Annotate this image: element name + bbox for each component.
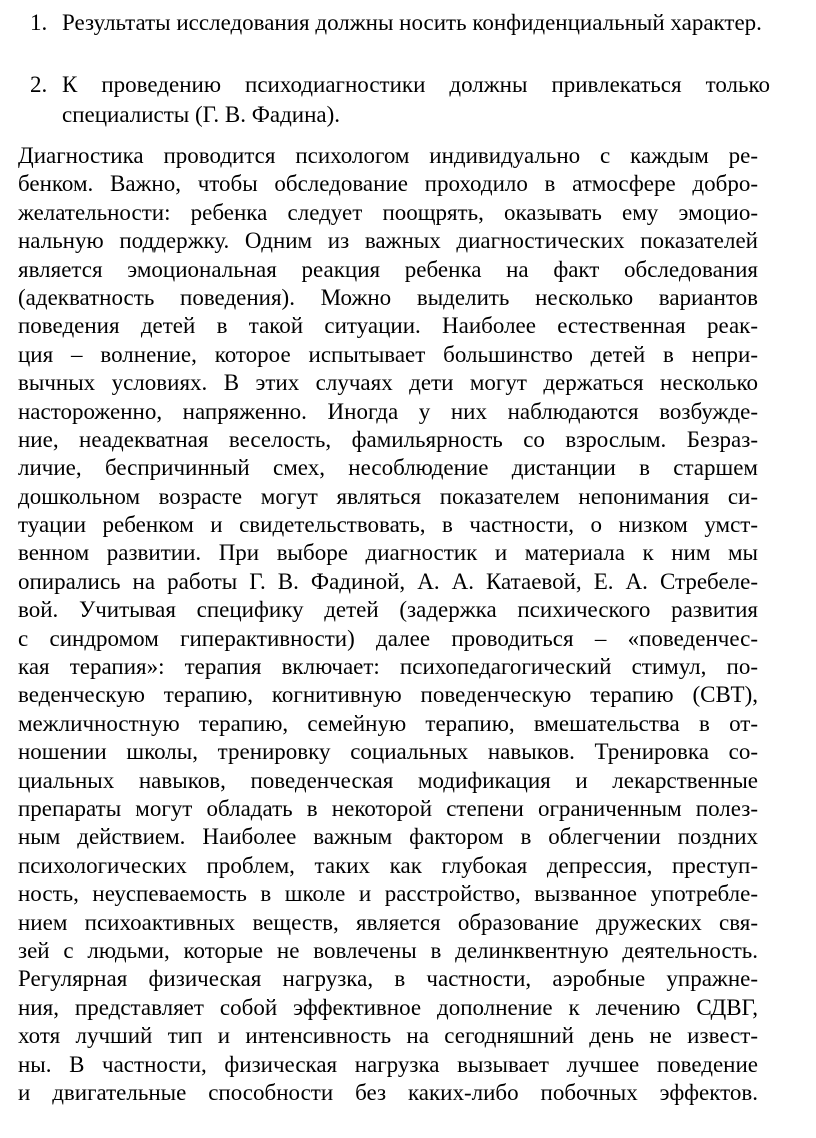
numbered-list-item bbox=[30, 70, 770, 130]
paragraph-line: с синдромом гиперактивности) далее проводиться – «поведенчес- bbox=[18, 625, 758, 651]
paragraph-line: ны. В частности, физическая нагрузка вызывает лучшее поведение bbox=[18, 1051, 758, 1077]
paragraph-line: и двигательные способности без каких-либо побочных эффектов. bbox=[18, 1079, 758, 1105]
paragraph-line: кая терапия»: терапия включает: психопедагогический стимул, по- bbox=[18, 654, 758, 680]
paragraph-line: ция – волнение, которое испытывает большинство детей в непри- bbox=[18, 341, 758, 367]
paragraph-line: дошкольном возрасте могут являться показателем непонимания си- bbox=[18, 483, 758, 509]
list-item-text: Результаты исследования должны носить конфиденциальный характер. bbox=[62, 10, 762, 35]
paragraph-line: ния, представляет собой эффективное дополнение к лечению СДВГ, bbox=[18, 994, 758, 1020]
paragraph-line: ношении школы, тренировку социальных навыков. Тренировка со- bbox=[18, 739, 758, 765]
paragraph-line: личие, беспричинный смех, несоблюдение дистанции в старшем bbox=[18, 455, 758, 481]
paragraph-line: туации ребенком и свидетельствовать, в частности, о низком умст- bbox=[18, 512, 758, 538]
paragraph-line: вычных условиях. В этих случаях дети могут держаться несколько bbox=[18, 370, 758, 396]
paragraph-line: (адекватность поведения). Можно выделить несколько вариантов bbox=[18, 284, 758, 310]
paragraph-line: Диагностика проводится психологом индивидуально с каждым ре- bbox=[18, 143, 758, 168]
paragraph-line: Регулярная физическая нагрузка, в частности, аэробные упражне- bbox=[18, 966, 758, 992]
paragraph-line: ным действием. Наиболее важным фактором в облегчении поздних bbox=[18, 824, 758, 850]
paragraph-line: веденческую терапию, когнитивную поведенческую терапию (СВТ), bbox=[18, 682, 758, 708]
body-paragraph bbox=[18, 142, 758, 1107]
paragraph-line: опирались на работы Г. В. Фадиной, А. А. Катаевой, Е. А. Стребеле- bbox=[18, 568, 758, 594]
paragraph-line: вой. Учитывая специфику детей (задержка психического развития bbox=[18, 597, 758, 623]
list-item-text: К проведению психодиагностики должны привлекаться только специалисты (Г. В. Фадина). bbox=[62, 72, 770, 127]
paragraph-line: настороженно, напряженно. Иногда у них наблюдаются возбужде- bbox=[18, 398, 758, 424]
paragraph-line: венном развитии. При выборе диагностик и материала к ним мы bbox=[18, 540, 758, 566]
list-item-number: 1. bbox=[30, 10, 48, 35]
paragraph-line: нием психоактивных веществ, является образование дружеских свя- bbox=[18, 909, 758, 935]
numbered-list-item bbox=[30, 8, 770, 38]
paragraph-line: желательности: ребенка следует поощрять, оказывать ему эмоцио- bbox=[18, 199, 758, 225]
paragraph-line: препараты могут обладать в некоторой степени ограниченным полез- bbox=[18, 795, 758, 821]
paragraph-line: хотя лучший тип и интенсивность на сегодняшний день не извест- bbox=[18, 1023, 758, 1049]
paragraph-line: ние, неадекватная веселость, фамильярность со взрослым. Безраз- bbox=[18, 426, 758, 452]
paragraph-line: психологических проблем, таких как глубокая депрессия, преступ- bbox=[18, 852, 758, 878]
paragraph-line: является эмоциональная реакция ребенка на факт обследования bbox=[18, 256, 758, 282]
paragraph-line: поведения детей в такой ситуации. Наиболее естественная реак- bbox=[18, 313, 758, 339]
paragraph-line: нальную поддержку. Одним из важных диагностических показателей bbox=[18, 228, 758, 254]
list-item-number: 2. bbox=[30, 72, 48, 97]
paragraph-line: межличностную терапию, семейную терапию, вмешательства в от- bbox=[18, 710, 758, 736]
paragraph-line: циальных навыков, поведенческая модификация и лекарственные bbox=[18, 767, 758, 793]
paragraph-line: зей с людьми, которые не вовлечены в делинквентную деятельность. bbox=[18, 937, 758, 963]
paragraph-line: бенком. Важно, чтобы обследование проходило в атмосфере добро- bbox=[18, 171, 758, 197]
paragraph-line: ность, неуспеваемость в школе и расстройство, вызванное употребле- bbox=[18, 881, 758, 907]
